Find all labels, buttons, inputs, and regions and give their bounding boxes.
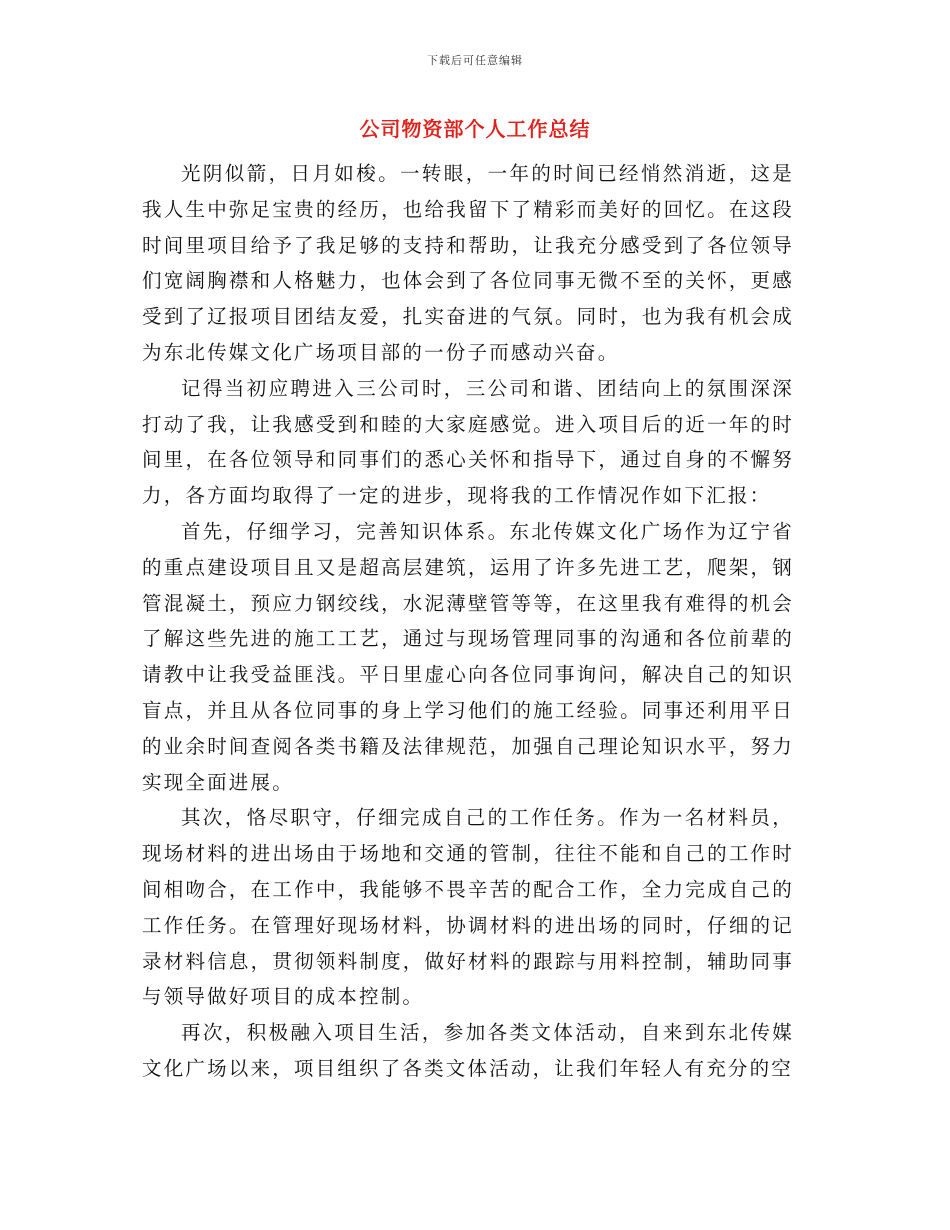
document-body xyxy=(142,156,794,1087)
paragraph-2: 记得当初应聘进入三公司时，三公司和谐、团结向上的氛围深深打动了我，让我感受到和睦的大家庭感觉。进入项目后的近一年的时间里，在各位领导和同事们的悉心关怀和指导下，通过自身的不懈努力，各方面均取得了一定的进步，现将我的工作情况作如下汇报： xyxy=(142,376,794,508)
paragraph-3: 首先，仔细学习，完善知识体系。东北传媒文化广场作为辽宁省的重点建设项目且又是超高层建筑，运用了许多先进工艺，爬架，钢管混凝土，预应力钢绞线，水泥薄壁管等等，在这里我有难得的机会了解这些先进的施工工艺，通过与现场管理同事的沟通和各位前辈的请教中让我受益匪浅。平日里虚心向各位同事询问，解决自己的知识盲点，并且从各位同事的身上学习他们的施工经验。同事还利用平日的业余时间查阅各类书籍及法律规范，加强自己理论知识水平，努力实现全面进展。 xyxy=(142,519,794,794)
paragraph-5: 再次，积极融入项目生活，参加各类文体活动，自来到东北传媒文化广场以来，项目组织了各类文体活动，让我们年轻人有充分的空 xyxy=(142,1021,794,1080)
header-note: 下载后可任意编辑 xyxy=(427,54,523,67)
page-title: 公司物资部个人工作总结 xyxy=(359,117,591,141)
paragraph-1: 光阴似箭，日月如梭。一转眼，一年的时间已经悄然消逝，这是我人生中弥足宝贵的经历，也给我留下了精彩而美好的回忆。在这段时间里项目给予了我足够的支持和帮助，让我充分感受到了各位领导们宽阔胸襟和人格魅力，也体会到了各位同事无微不至的关怀，更感受到了辽报项目团结友爱，扎实奋进的气氛。同时，也为我有机会成为东北传媒文化广场项目部的一份子而感动兴奋。 xyxy=(142,162,794,364)
paragraph-4: 其次，恪尽职守，仔细完成自己的工作任务。作为一名材料员，现场材料的进出场由于场地和交通的管制，往往不能和自己的工作时间相吻合，在工作中，我能够不畏辛苦的配合工作，全力完成自己的工作任务。在管理好现场材料，协调材料的进出场的同时，仔细的记录材料信息，贯彻领料制度，做好材料的跟踪与用料控制，辅助同事与领导做好项目的成本控制。 xyxy=(142,806,794,1009)
